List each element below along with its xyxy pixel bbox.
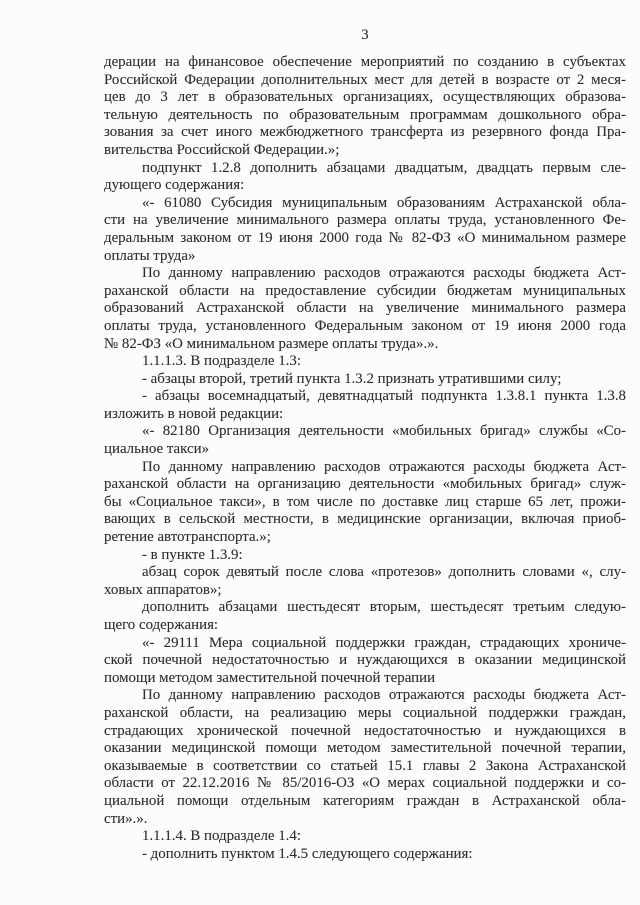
- text-block: [104, 54, 626, 863]
- paragraph: [104, 635, 626, 688]
- text-line: вающих в сельской местности, в медицинские организации, включая приоб-: [104, 511, 626, 528]
- text-line: образований Астраханской области на увеличение минимального размера: [104, 300, 626, 317]
- paragraph: [104, 371, 626, 389]
- text-line: оплаты труда»: [104, 247, 196, 264]
- text-line: раханской области на организацию деятельности «мобильных бригад» служ-: [104, 476, 626, 493]
- text-line: По данному направлению расходов отражаются расходы бюджета Аст-: [142, 265, 626, 282]
- text-line: По данному направлению расходов отражаются расходы бюджета Аст-: [142, 687, 626, 704]
- paragraph: [104, 846, 626, 864]
- text-line: сти».».: [104, 810, 148, 827]
- text-line: ховых аппаратов»;: [104, 581, 222, 598]
- text-line: 1.1.1.4. В подразделе 1.4:: [142, 828, 301, 845]
- text-line: - в пункте 1.3.9:: [142, 546, 243, 563]
- paragraph: [104, 388, 626, 423]
- paragraph: [104, 687, 626, 828]
- text-line: «- 82180 Организация деятельности «мобильных бригад» службы «Со-: [142, 423, 626, 440]
- text-line: деральным законом от 19 июня 2000 года № 82-ФЗ «О минимальном размере: [104, 229, 626, 246]
- text-line: раханской области, на реализацию меры социальной поддержки граждан,: [104, 704, 626, 721]
- paragraph: [104, 265, 626, 353]
- page-number: 3: [361, 27, 369, 43]
- text-line: ретение автотранспорта.»;: [104, 529, 271, 546]
- text-line: раханской области на предоставление субсидии бюджетам муниципальных: [104, 282, 626, 299]
- paragraph: [104, 353, 626, 371]
- text-line: - абзацы восемнадцатый, девятнадцатый подпункта 1.3.8.1 пункта 1.3.8: [142, 388, 626, 405]
- text-line: тельную деятельность по образовательным программам дошкольного обра-: [104, 106, 626, 123]
- text-line: страдающих хронической почечной недостаточностью и нуждающихся в: [104, 722, 626, 739]
- paragraph: [104, 599, 626, 634]
- text-line: оказываемые в соответствии со статьей 15.1 главы 2 Закона Астраханской: [104, 757, 626, 774]
- text-line: ской почечной недостаточностью и нуждающихся в оказании медицинской: [104, 652, 626, 669]
- text-line: щего содержания:: [104, 617, 219, 633]
- paragraph: [104, 564, 626, 599]
- text-line: вительства Российской Федерации.»;: [104, 141, 340, 158]
- text-line: помощи методом заместительной почечной терапии: [104, 669, 436, 686]
- text-line: дополнить абзацами шестьдесят вторым, шестьдесят третьим следую-: [142, 599, 626, 616]
- text-line: дующего содержания:: [104, 177, 245, 194]
- text-line: подпункт 1.2.8 дополнить абзацами двадцатым, двадцать первым сле-: [142, 159, 626, 176]
- text-line: циальной помощи отдельным категориям граждан в Астраханской обла-: [104, 792, 626, 809]
- text-line: бы «Социальное такси», в том числе по доставке лиц старше 65 лет, прожи-: [104, 493, 626, 510]
- text-line: абзац сорок девятый после слова «протезов» дополнить словами «, слу-: [142, 564, 626, 581]
- paragraph: [104, 547, 626, 565]
- text-line: области от 22.12.2016 № 85/2016-ОЗ «О мерах социальной поддержки и со-: [104, 775, 626, 792]
- paragraph: [104, 160, 626, 195]
- text-line: № 82-ФЗ «О минимальном размере оплаты труда».».: [104, 335, 439, 352]
- text-line: изложить в новой редакции:: [104, 405, 284, 422]
- paragraph: [104, 54, 626, 160]
- text-line: дерации на финансовое обеспечение мероприятий по созданию в субъектах: [104, 54, 626, 70]
- text-line: 1.1.1.3. В подразделе 1.3:: [142, 353, 301, 370]
- text-line: Российской Федерации дополнительных мест для детей в возрасте от 2 меся-: [104, 71, 626, 88]
- paragraph: [104, 828, 626, 846]
- text-line: По данному направлению расходов отражаются расходы бюджета Аст-: [142, 458, 626, 475]
- paragraph: [104, 423, 626, 458]
- text-line: циальное такси»: [104, 441, 210, 458]
- text-line: цев до 3 лет в образовательных организациях, осуществляющих образова-: [104, 89, 626, 106]
- text-line: оказании медицинской помощи методом заместительной почечной терапии,: [104, 740, 626, 757]
- text-line: сти на увеличение минимального размера оплаты труда, установленного Фе-: [104, 212, 626, 229]
- text-line: - абзацы второй, третий пункта 1.3.2 признать утратившими силу;: [142, 370, 562, 387]
- text-line: «- 29111 Мера социальной поддержки граждан, страдающих хрониче-: [142, 634, 626, 651]
- paragraph: [104, 195, 626, 265]
- paragraph: [104, 459, 626, 547]
- text-line: зования за счет иного межбюджетного трансферта из резервного фонда Пра-: [104, 124, 626, 141]
- text-line: оплаты труда, установленного Федеральным законом от 19 июня 2000 года: [104, 317, 626, 334]
- text-line: «- 61080 Субсидия муниципальным образованиям Астраханской обла-: [142, 194, 626, 211]
- text-line: - дополнить пунктом 1.4.5 следующего содержания:: [142, 845, 473, 862]
